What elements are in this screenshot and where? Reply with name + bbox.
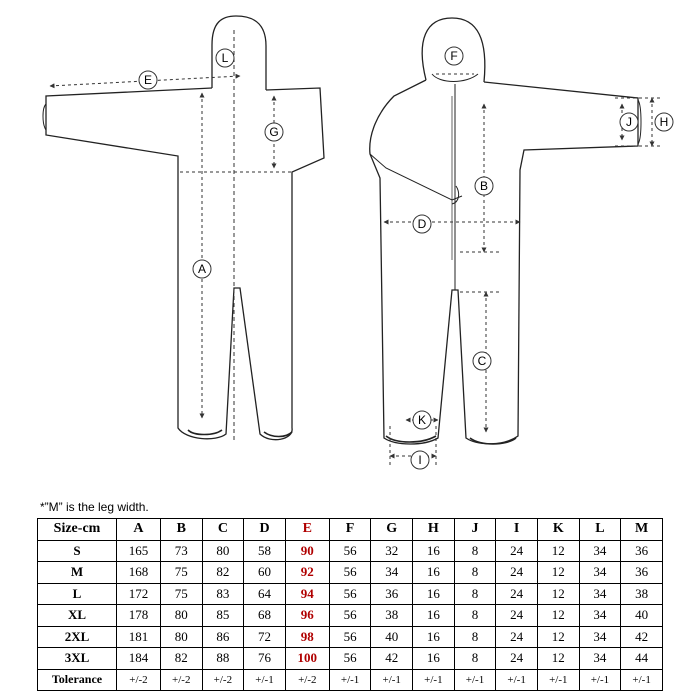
table-cell: 92: [285, 562, 329, 584]
tolerance-cell: +/-2: [202, 669, 244, 691]
table-cell: 64: [244, 583, 286, 605]
table-cell: 83: [202, 583, 244, 605]
table-cell: 16: [413, 626, 455, 648]
table-cell: 98: [285, 626, 329, 648]
table-cell: 12: [537, 562, 579, 584]
table-cell: 12: [537, 648, 579, 670]
tolerance-cell: +/-1: [413, 669, 455, 691]
table-cell: 172: [117, 583, 161, 605]
table-cell: 96: [285, 605, 329, 627]
table-cell: 12: [537, 540, 579, 562]
table-cell: 24: [496, 648, 538, 670]
column-header-e: E: [285, 519, 329, 541]
column-header-i: I: [496, 519, 538, 541]
table-cell: 94: [285, 583, 329, 605]
table-cell: 34: [371, 562, 413, 584]
table-cell: 56: [329, 583, 371, 605]
tolerance-cell: +/-1: [621, 669, 663, 691]
tolerance-cell: +/-2: [160, 669, 202, 691]
tolerance-cell: +/-2: [285, 669, 329, 691]
table-cell: 44: [621, 648, 663, 670]
table-cell: 82: [202, 562, 244, 584]
table-cell: 32: [371, 540, 413, 562]
leg-width-note: *”M” is the leg width.: [40, 500, 149, 514]
column-header-d: D: [244, 519, 286, 541]
table-cell: 16: [413, 648, 455, 670]
svg-text:I: I: [418, 453, 422, 467]
size-label: L: [38, 583, 117, 605]
svg-text:G: G: [269, 125, 279, 139]
table-cell: 34: [579, 540, 621, 562]
table-cell: 8: [454, 562, 496, 584]
table-cell: 42: [621, 626, 663, 648]
table-cell: 36: [621, 540, 663, 562]
table-cell: 56: [329, 648, 371, 670]
table-cell: 42: [371, 648, 413, 670]
svg-text:D: D: [417, 217, 427, 231]
column-header-m: M: [621, 519, 663, 541]
table-cell: 75: [160, 562, 202, 584]
back-body-outline: [370, 80, 638, 444]
label-b: [475, 177, 493, 195]
table-cell: 80: [160, 626, 202, 648]
svg-text:J: J: [626, 115, 632, 129]
column-header-h: H: [413, 519, 455, 541]
table-cell: 16: [413, 605, 455, 627]
table-cell: 36: [621, 562, 663, 584]
size-label: 3XL: [38, 648, 117, 670]
tolerance-label: Tolerance: [38, 669, 117, 691]
label-h: [655, 113, 673, 131]
size-label: 2XL: [38, 626, 117, 648]
table-cell: 178: [117, 605, 161, 627]
svg-text:K: K: [417, 413, 427, 427]
column-header-l: L: [579, 519, 621, 541]
label-d: [413, 215, 431, 233]
column-header-a: A: [117, 519, 161, 541]
table-cell: 76: [244, 648, 286, 670]
column-header-f: F: [329, 519, 371, 541]
table-cell: 40: [371, 626, 413, 648]
tolerance-cell: +/-1: [579, 669, 621, 691]
table-cell: 24: [496, 583, 538, 605]
table-body: [38, 540, 663, 691]
table-cell: 75: [160, 583, 202, 605]
table-row: [38, 583, 663, 605]
tolerance-row: [38, 669, 663, 691]
table-cell: 24: [496, 562, 538, 584]
table-row: [38, 648, 663, 670]
back-view: [370, 18, 641, 444]
tolerance-cell: +/-1: [329, 669, 371, 691]
table-row: [38, 562, 663, 584]
svg-text:A: A: [197, 262, 207, 276]
table-cell: 24: [496, 540, 538, 562]
table-cell: 34: [579, 605, 621, 627]
table-cell: 8: [454, 648, 496, 670]
table-cell: 73: [160, 540, 202, 562]
table-cell: 12: [537, 583, 579, 605]
label-l: [216, 49, 234, 67]
table-cell: 80: [160, 605, 202, 627]
tolerance-cell: +/-1: [496, 669, 538, 691]
table-cell: 12: [537, 605, 579, 627]
column-header-k: K: [537, 519, 579, 541]
table-cell: 168: [117, 562, 161, 584]
front-body-outline: [46, 88, 324, 440]
table-cell: 72: [244, 626, 286, 648]
table-cell: 24: [496, 626, 538, 648]
table-header-row: [38, 519, 663, 541]
label-a: [193, 260, 211, 278]
tolerance-cell: +/-1: [371, 669, 413, 691]
table-cell: 34: [579, 562, 621, 584]
svg-text:L: L: [221, 51, 229, 65]
table-row: [38, 626, 663, 648]
label-c: [473, 352, 491, 370]
front-view: [43, 16, 324, 440]
table-cell: 80: [202, 540, 244, 562]
table-cell: 56: [329, 626, 371, 648]
table-cell: 8: [454, 583, 496, 605]
table-cell: 8: [454, 540, 496, 562]
label-i: [411, 451, 429, 469]
table-cell: 40: [621, 605, 663, 627]
table-cell: 16: [413, 562, 455, 584]
svg-text:F: F: [450, 49, 458, 63]
table-corner-header: Size-cm: [38, 519, 117, 541]
table-cell: 181: [117, 626, 161, 648]
table-cell: 58: [244, 540, 286, 562]
label-e: [139, 71, 157, 89]
size-label: M: [38, 562, 117, 584]
table-cell: 60: [244, 562, 286, 584]
column-header-c: C: [202, 519, 244, 541]
table-row: [38, 605, 663, 627]
table-cell: 34: [579, 626, 621, 648]
column-header-g: G: [371, 519, 413, 541]
size-label: XL: [38, 605, 117, 627]
svg-text:H: H: [659, 115, 669, 129]
table-cell: 56: [329, 540, 371, 562]
tolerance-cell: +/-2: [117, 669, 161, 691]
svg-text:E: E: [143, 73, 153, 87]
table-cell: 38: [371, 605, 413, 627]
table-cell: 86: [202, 626, 244, 648]
table-cell: 90: [285, 540, 329, 562]
column-header-j: J: [454, 519, 496, 541]
table-cell: 165: [117, 540, 161, 562]
table-cell: 8: [454, 605, 496, 627]
table-cell: 56: [329, 562, 371, 584]
column-header-b: B: [160, 519, 202, 541]
size-label: S: [38, 540, 117, 562]
table-cell: 34: [579, 648, 621, 670]
table-cell: 100: [285, 648, 329, 670]
table-cell: 12: [537, 626, 579, 648]
table-cell: 68: [244, 605, 286, 627]
svg-text:C: C: [477, 354, 487, 368]
table-cell: 85: [202, 605, 244, 627]
label-k: [413, 411, 431, 429]
table-cell: 184: [117, 648, 161, 670]
tolerance-cell: +/-1: [454, 669, 496, 691]
table-cell: 34: [579, 583, 621, 605]
table-cell: 16: [413, 583, 455, 605]
table-cell: 8: [454, 626, 496, 648]
tolerance-cell: +/-1: [244, 669, 286, 691]
table-cell: 82: [160, 648, 202, 670]
label-f: [445, 47, 463, 65]
label-j: [620, 113, 638, 131]
table-cell: 38: [621, 583, 663, 605]
label-g: [265, 123, 283, 141]
svg-text:B: B: [479, 179, 489, 193]
table-cell: 24: [496, 605, 538, 627]
size-chart-table: [37, 518, 663, 691]
table-cell: 88: [202, 648, 244, 670]
table-cell: 36: [371, 583, 413, 605]
table-cell: 56: [329, 605, 371, 627]
table-row: [38, 540, 663, 562]
table-cell: 16: [413, 540, 455, 562]
tolerance-cell: +/-1: [537, 669, 579, 691]
